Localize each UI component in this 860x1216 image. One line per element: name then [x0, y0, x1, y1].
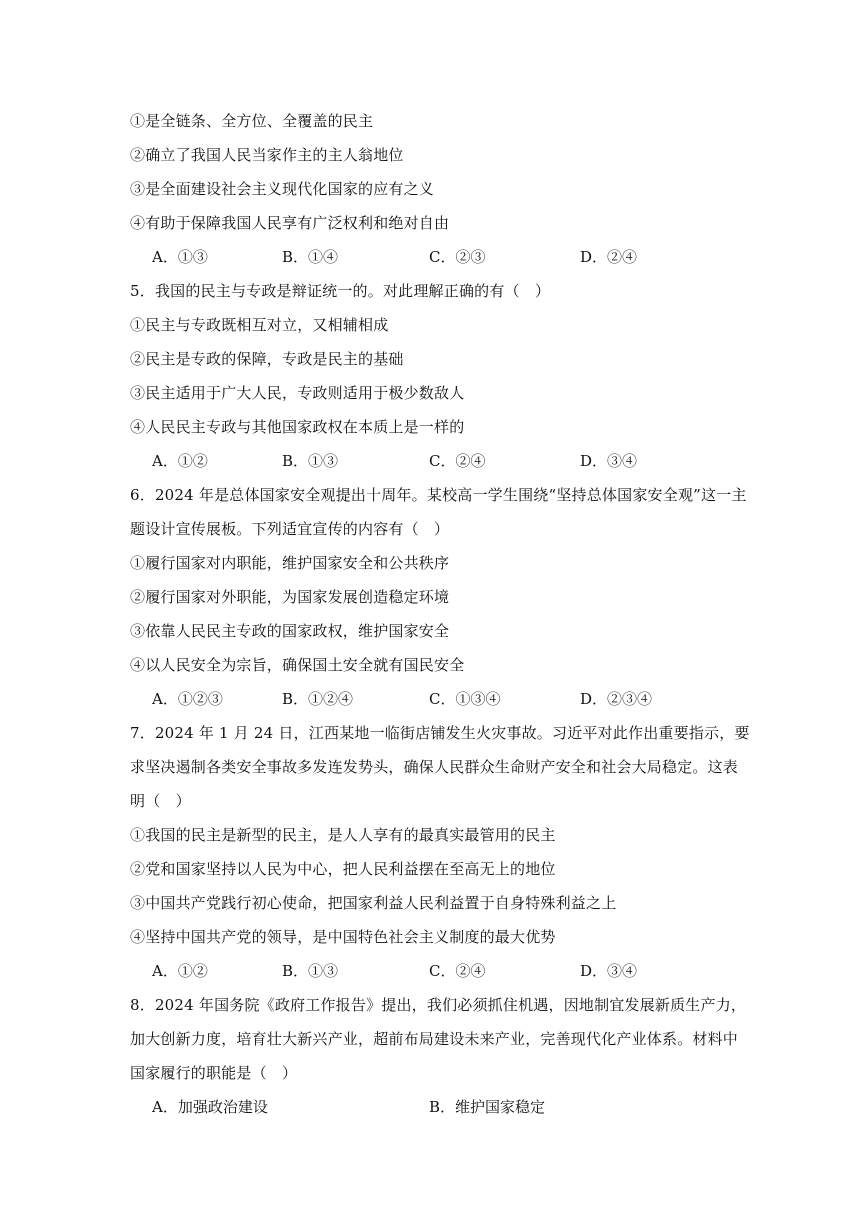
q7-stem-line-3: 明（ ）: [130, 792, 191, 810]
q5-item-1: ①民主与专政既相互对立，又相辅相成: [130, 316, 389, 334]
q4-item-4: ④有助于保障我国人民享有广泛权利和绝对自由: [130, 214, 450, 232]
q6-item-2: ②履行国家对外职能，为国家发展创造稳定环境: [130, 588, 450, 606]
q4-item-3: ③是全面建设社会主义现代化国家的应有之义: [130, 180, 435, 198]
q8-stem-line-1: 8．2024 年国务院《政府工作报告》提出，我们必须抓住机遇，因地制宜发展新质生产力，: [130, 996, 747, 1014]
q5-option-c: C．②④: [429, 452, 486, 470]
q8-option-b: B．维护国家稳定: [429, 1098, 546, 1116]
q7-item-1: ①我国的民主是新型的民主，是人人享有的最真实最管用的民主: [130, 826, 556, 844]
q4-option-a: A．①③: [152, 248, 208, 266]
q5-option-b: B．①③: [282, 452, 339, 470]
q7-option-b: B．①③: [282, 962, 339, 980]
q7-item-2: ②党和国家坚持以人民为中心，把人民利益摆在至高无上的地位: [130, 860, 556, 878]
q5-item-4: ④人民民主专政与其他国家政权在本质上是一样的: [130, 418, 465, 436]
q6-item-1: ①履行国家对内职能，维护国家安全和公共秩序: [130, 554, 450, 572]
q6-option-b: B．①②④: [282, 690, 354, 708]
q6-option-a: A．①②③: [152, 690, 223, 708]
q5-item-2: ②民主是专政的保障，专政是民主的基础: [130, 350, 404, 368]
q4-option-c: C．②③: [429, 248, 486, 266]
q5-option-a: A．①②: [152, 452, 208, 470]
q4-item-1: ①是全链条、全方位、全覆盖的民主: [130, 112, 374, 130]
q8-stem-line-3: 国家履行的职能是（ ）: [130, 1064, 298, 1082]
q8-stem-line-2: 加大创新力度，培育壮大新兴产业，超前布局建设未来产业，完善现代化产业体系。材料中: [130, 1030, 739, 1048]
q7-stem-line-2: 求坚决遏制各类安全事故多发连发势头，确保人民群众生命财产安全和社会大局稳定。这表: [130, 758, 739, 776]
q8-option-a: A．加强政治建设: [152, 1098, 268, 1116]
q6-item-4: ④以人民安全为宗旨，确保国土安全就有国民安全: [130, 656, 465, 674]
q5-stem: 5．我国的民主与专政是辩证统一的。对此理解正确的有（ ）: [130, 282, 551, 300]
q6-stem-line-2: 题设计宣传展板。下列适宜宣传的内容有（ ）: [130, 520, 450, 538]
q5-option-d: D．③④: [580, 452, 638, 470]
q4-item-2: ②确立了我国人民当家作主的主人翁地位: [130, 146, 404, 164]
q7-option-a: A．①②: [152, 962, 208, 980]
q7-option-c: C．②④: [429, 962, 486, 980]
q6-option-d: D．②③④: [580, 690, 653, 708]
q7-option-d: D．③④: [580, 962, 638, 980]
q7-item-3: ③中国共产党践行初心使命，把国家利益人民利益置于自身特殊利益之上: [130, 894, 617, 912]
q7-item-4: ④坚持中国共产党的领导，是中国特色社会主义制度的最大优势: [130, 928, 556, 946]
q4-option-b: B．①④: [282, 248, 339, 266]
q7-stem-line-1: 7．2024 年 1 月 24 日，江西某地一临街店铺发生火灾事故。习近平对此作出重要指示，要: [130, 724, 750, 742]
q6-option-c: C．①③④: [429, 690, 501, 708]
q4-option-d: D．②④: [580, 248, 638, 266]
q6-stem-line-1: 6．2024 年是总体国家安全观提出十周年。某校高一学生围绕“坚持总体国家安全观”这一主: [130, 486, 747, 504]
q5-item-3: ③民主适用于广大人民，专政则适用于极少数敌人: [130, 384, 465, 402]
q6-item-3: ③依靠人民民主专政的国家政权，维护国家安全: [130, 622, 450, 640]
